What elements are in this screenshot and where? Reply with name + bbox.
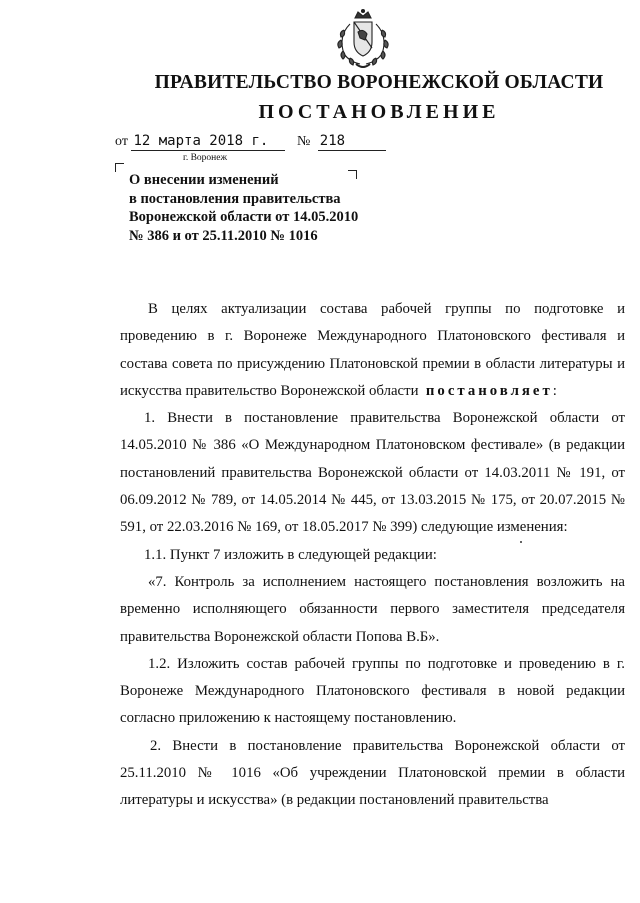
scan-speck [520, 541, 522, 543]
clause-1: 1. Внести в постановление правительства Воронежской области от 14.05.2010 № 386 «О Международном Платоновском фестивале» (в редакции постановлений правительства Воронежской области от 14.03.2011 № 191, от 06.09.2012 № 789, от 14.05.2014 № 445, от 13.03.2015 № 175, от 20.07.2015 № 591, от 22.03.2016 № 169, от 18.05.2017 № 399) следующие изменения: [120, 410, 625, 536]
number-label: № [296, 134, 311, 149]
city-label: г. Воронеж [183, 153, 228, 163]
subject-line: в постановления правительства [129, 190, 341, 207]
number-value: 218 [319, 133, 346, 149]
subject-line: № 386 и от 25.11.2010 № 1016 [129, 227, 318, 244]
preamble-text: В целях актуализации состава рабочей группы по подготовке и проведению в г. Воронеже Международного Платоновского фестиваля и состава совета по присуждению Платоновской премии в области литературы и искусства правительство Воронежской области [120, 301, 625, 399]
from-label: от [115, 134, 128, 149]
document-type-title: ПОСТАНОВЛЕНИЕ [258, 101, 500, 123]
subject-line: Воронежской области от 14.05.2010 [129, 209, 359, 225]
date-number-row [115, 133, 386, 151]
decree-colon: : [552, 382, 557, 399]
number-field [318, 133, 386, 151]
clause-2: 2. Внести в постановление правительства Воронежской области от 25.11.2010 № 1016 «Об учреждении Платоновской премии в области литературы и искусства» (в редакции постановлений правительства [120, 737, 625, 809]
date-field [131, 133, 285, 151]
clause-1-2: 1.2. Изложить состав рабочей группы по подготовке и проведению в г. Воронеже Международного Платоновского фестиваля в новой редакции согласно приложению к настоящему постановлению. [120, 655, 625, 727]
preamble-paragraph [120, 296, 625, 405]
coat-of-arms-icon [330, 8, 396, 72]
corner-bracket-left-icon [115, 163, 124, 172]
clause-1-1: 1.1. Пункт 7 изложить в следующей редакции: [144, 546, 437, 563]
clause-1-1-quote: «7. Контроль за исполнением настоящего постановления возложить на временно исполняющего обязанности первого заместителя председателя правительства Воронежской области Попова В.Б». [120, 573, 625, 645]
decree-word: постановляет [425, 382, 553, 399]
government-title: ПРАВИТЕЛЬСТВО ВОРОНЕЖСКОЙ ОБЛАСТИ [154, 72, 604, 93]
subject-heading [129, 171, 369, 245]
subject-line: О внесении изменений [129, 172, 279, 188]
date-value: 12 марта 2018 г. [133, 133, 269, 149]
document-body [120, 296, 625, 815]
